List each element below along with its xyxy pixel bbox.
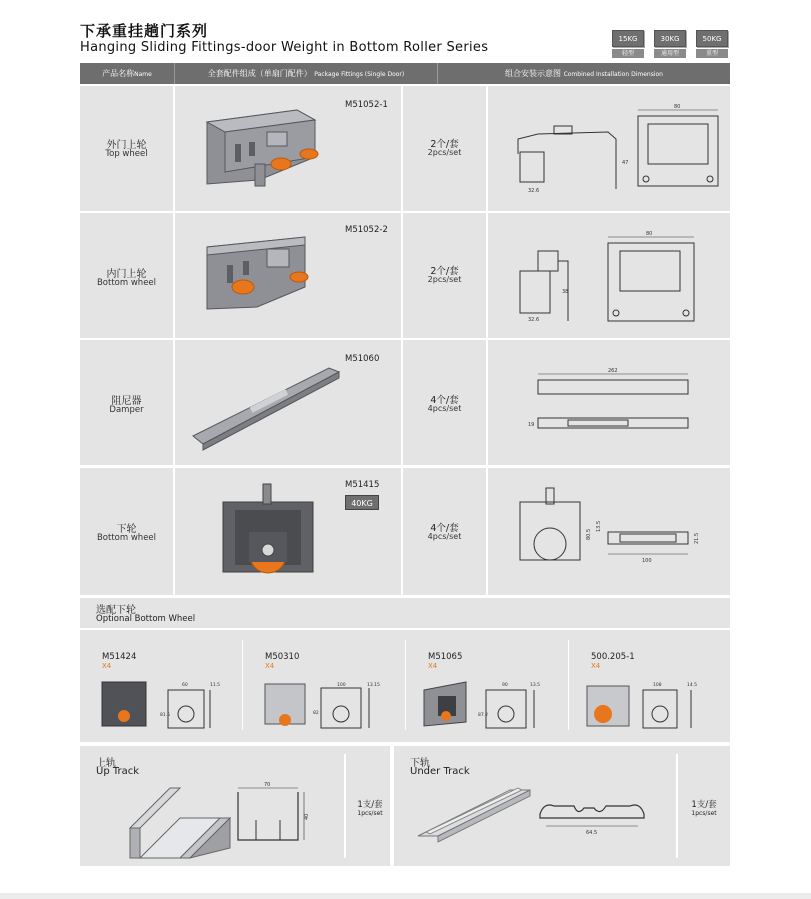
dim-label: 38 [562, 289, 569, 295]
bottom-roller-image [213, 480, 323, 590]
up-track-panel [80, 746, 390, 866]
dim-label: 32.6 [528, 188, 540, 194]
quantity-cell [403, 213, 488, 338]
product-name-cn: 下轮 [116, 524, 137, 535]
quantity-cn: 4个/套 [430, 523, 459, 534]
badge-label: 重型 [696, 49, 728, 58]
dim-label: 90 [502, 683, 508, 688]
name-cell [80, 468, 175, 595]
dim-label: 19 [528, 422, 535, 428]
quantity-cn: 1支/套 [691, 800, 717, 810]
damper-image [189, 358, 349, 458]
table-row [80, 86, 730, 211]
optional-wheel-drawing [98, 676, 228, 736]
quantity-multiplier: X4 [428, 662, 438, 670]
badge-label: 轻型 [612, 49, 644, 58]
weight-badge-standard [654, 30, 686, 58]
weight-badge-heavy [696, 30, 728, 58]
product-name-en: Bottom wheel [96, 533, 157, 543]
dim-label: 70 [264, 782, 271, 788]
badge-weight: 15KG [612, 30, 644, 47]
optional-wheel-item [569, 630, 730, 742]
quantity-en: 1pcs/set [357, 810, 383, 817]
dim-label: 81.5 [160, 713, 171, 718]
dimension-cell [488, 340, 730, 465]
quantity-cn: 1支/套 [357, 800, 383, 810]
dim-label: 13.5 [530, 683, 541, 688]
footer-bar [0, 893, 811, 899]
optional-wheel-item [406, 630, 568, 742]
dim-label: 47 [622, 160, 629, 166]
name-cell [80, 340, 175, 465]
under-track-panel [394, 746, 730, 866]
quantity-cn: 4个/套 [430, 395, 459, 406]
quantity-multiplier: X4 [265, 662, 275, 670]
product-name-cn: 内门上轮 [106, 269, 147, 280]
divider [676, 754, 678, 858]
load-capacity-badge: 40KG [345, 495, 379, 510]
product-name-cn: 外门上轮 [106, 140, 147, 151]
dim-label: 262 [608, 368, 618, 374]
package-cell [175, 468, 403, 595]
damper-dimension-drawing [498, 358, 728, 458]
table-row [80, 468, 730, 595]
dim-label: 80 [674, 104, 681, 110]
top-wheel-bracket-image [197, 102, 337, 202]
dim-label: 100 [337, 683, 346, 688]
col-pkg-cn: 全套配件组成（单扇门配件） [207, 69, 312, 78]
optional-title-cn: 选配下轮 [96, 605, 136, 616]
table-row [80, 213, 730, 338]
divider [344, 754, 346, 858]
col-name-cn: 产品名称 [102, 69, 135, 78]
up-track-section-drawing [230, 780, 320, 860]
under-track-image [414, 786, 534, 846]
inner-wheel-dimension-drawing [498, 221, 728, 331]
package-cell [175, 340, 403, 465]
dim-label: 13.5 [596, 520, 602, 532]
col-pkg-en: Package Fittings (Single Door) [314, 71, 405, 78]
quantity-multiplier: X4 [591, 662, 601, 670]
col-name-en: Name [134, 71, 152, 78]
model-number: M50310 [265, 652, 300, 662]
col-dim-cn: 组合安装示意图 [505, 69, 562, 78]
name-cell [80, 86, 175, 211]
col-dimension-header [438, 63, 730, 84]
quantity-en: 1pcs/set [691, 810, 717, 817]
quantity-multiplier: X4 [102, 662, 112, 670]
dimension-cell [488, 213, 730, 338]
dim-label: 21.5 [694, 532, 700, 544]
quantity-cn: 2个/套 [430, 139, 459, 150]
bottom-roller-dimension-drawing [502, 480, 732, 590]
model-number: M51424 [102, 652, 137, 662]
quantity-en: 4pcs/set [427, 532, 462, 541]
dim-label: 13.15 [367, 683, 380, 688]
package-cell [175, 86, 403, 211]
dim-label: 60 [182, 683, 188, 688]
quantity-cell [403, 468, 488, 595]
dim-label: 100 [642, 558, 652, 564]
product-name-en: Bottom wheel [96, 278, 157, 288]
quantity-en: 4pcs/set [427, 404, 462, 413]
badge-weight: 30KG [654, 30, 686, 47]
up-track-image [120, 778, 240, 863]
optional-wheels-row [80, 630, 730, 742]
track-name-cn: 上轨 [96, 758, 116, 769]
quantity-cn: 2个/套 [430, 266, 459, 277]
badge-label: 通用型 [654, 49, 686, 58]
page-title-cn: 下承重挂趟门系列 [80, 22, 209, 40]
quantity-cell [403, 340, 488, 465]
dim-label: 40 [304, 813, 310, 820]
quantity-en: 2pcs/set [427, 275, 462, 284]
dim-label: 87.2 [478, 713, 489, 718]
optional-wheel-item [243, 630, 405, 742]
optional-wheel-item [80, 630, 242, 742]
dim-label: 108 [653, 683, 662, 688]
table-row [80, 340, 730, 465]
model-number: 500.205-1 [591, 652, 635, 662]
top-wheel-dimension-drawing [498, 94, 728, 204]
model-number: M51052-1 [345, 100, 388, 110]
dim-label: 32.6 [528, 317, 540, 323]
col-dim-en: Combined Installation Dimension [563, 71, 663, 78]
model-number: M51065 [428, 652, 463, 662]
model-number: M51052-2 [345, 225, 388, 235]
product-name-en: Damper [109, 405, 144, 415]
under-track-section-drawing [534, 796, 654, 846]
optional-wheel-drawing [261, 676, 391, 736]
quantity-cell [403, 86, 488, 211]
model-number: M51415 [345, 480, 380, 490]
inner-wheel-bracket-image [197, 227, 337, 327]
product-name-en: Top wheel [105, 149, 148, 159]
dim-label: 64.5 [586, 830, 598, 836]
dimension-cell [488, 468, 730, 595]
badge-weight: 50KG [696, 30, 728, 47]
product-name-cn: 阻尼器 [111, 396, 142, 407]
optional-wheel-drawing [583, 676, 713, 736]
model-number: M51060 [345, 354, 380, 364]
dimension-cell [488, 86, 730, 211]
table-header [80, 63, 730, 84]
col-package-header [175, 63, 438, 84]
track-name-en: Up Track [96, 766, 140, 777]
optional-section-header [80, 598, 730, 628]
page-title-en: Hanging Sliding Fittings-door Weight in Bottom Roller Series [80, 40, 489, 55]
quantity-en: 2pcs/set [427, 148, 462, 157]
dim-label: 11.5 [210, 683, 221, 688]
optional-wheel-drawing [420, 676, 550, 736]
track-name-en: Under Track [410, 766, 470, 777]
name-cell [80, 213, 175, 338]
package-cell [175, 213, 403, 338]
track-name-cn: 下轨 [410, 758, 430, 769]
weight-badge-light [612, 30, 644, 58]
optional-title-en: Optional Bottom Wheel [96, 614, 196, 624]
dim-label: 14.5 [687, 683, 698, 688]
col-name-header [80, 63, 175, 84]
dim-label: 80.5 [586, 528, 592, 540]
dim-label: 82 [313, 711, 319, 716]
dim-label: 80 [646, 231, 653, 237]
